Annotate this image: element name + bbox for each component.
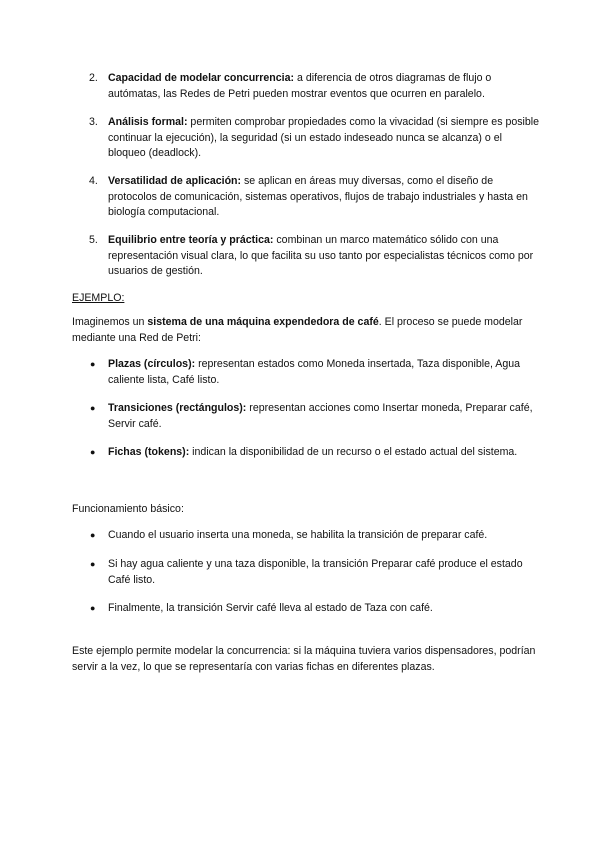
list-item-text: a diferencia de otros diagramas de flujo o autómatas, las Redes de Petri pueden mostrar eventos que ocurren en paralelo. <box>108 72 492 100</box>
list-number: 5. <box>89 234 98 246</box>
list-item-text: representan estados como Moneda insertada, Taza disponible, Agua caliente lista, Café listo. <box>108 358 521 386</box>
list-item-title: Transiciones (rectángulos): <box>108 402 247 414</box>
list-item-text: permiten comprobar propiedades como la vivacidad (si siempre es posible continuar la ejecución), la seguridad (si un estado indeseado nunca se alcanza) o el bloqueo (deadlock). <box>108 116 540 159</box>
list-item <box>0 357 600 392</box>
list-item <box>0 71 600 111</box>
list-item-title: Versatilidad de aplicación: <box>108 175 242 187</box>
list-item <box>0 233 600 283</box>
list-item-title: Equilibrio entre teoría y práctica: <box>108 234 274 246</box>
list-item <box>0 557 600 592</box>
list-item <box>0 528 600 546</box>
bullet-icon: ● <box>90 359 96 369</box>
list-item-text: representan acciones como Insertar moneda, Preparar café, Servir café. <box>108 402 533 430</box>
bullet-icon: ● <box>90 530 96 540</box>
list-item-text: Cuando el usuario inserta una moneda, se habilita la transición de preparar café. <box>108 529 488 541</box>
list-item-text: Si hay agua caliente y una taza disponible, la transición Preparar café produce el estado Café listo. <box>108 558 523 586</box>
list-item-title: Capacidad de modelar concurrencia: <box>108 72 295 84</box>
list-number: 2. <box>89 72 98 84</box>
list-item <box>0 115 600 165</box>
intro-paragraph: Imaginemos un sistema de una máquina expendedora de café. El proceso se puede modelar mediante una Red de Petri: <box>72 316 523 344</box>
list-item-title: Análisis formal: <box>108 116 188 128</box>
bullet-icon: ● <box>90 559 96 569</box>
list-item <box>0 601 600 619</box>
list-item-text: indican la disponibilidad de un recurso o el estado actual del sistema. <box>189 446 518 458</box>
list-item-title: Fichas (tokens): <box>108 446 190 458</box>
bullet-icon: ● <box>90 403 96 413</box>
bullet-icon: ● <box>90 603 96 613</box>
list-item-title: Plazas (círculos): <box>108 358 196 370</box>
list-item <box>0 445 600 480</box>
conclusion-paragraph: Este ejemplo permite modelar la concurrencia: si la máquina tuviera varios dispensadores, podrían servir a la vez, lo que se representaría con varias fichas en diferentes plazas. <box>72 645 536 673</box>
list-number: 3. <box>89 116 98 128</box>
section-heading: EJEMPLO: <box>72 292 125 304</box>
intro-emphasis: sistema de una máquina expendedora de café <box>147 316 379 328</box>
list-number: 4. <box>89 175 98 187</box>
bullet-icon: ● <box>90 447 96 457</box>
list-item-text: combinan un marco matemático sólido con una representación visual clara, lo que facilita su uso tanto por especialistas técnicos como por usuarios de gestión. <box>108 234 534 277</box>
list-item <box>0 174 600 224</box>
section-heading: Funcionamiento básico: <box>72 503 184 515</box>
list-item-text: Finalmente, la transición Servir café lleva al estado de Taza con café. <box>108 602 433 614</box>
list-item-text: se aplican en áreas muy diversas, como el diseño de protocolos de comunicación, sistemas operativos, flujos de trabajo industriales y hasta en biología computacional. <box>108 175 528 218</box>
list-item <box>0 401 600 436</box>
